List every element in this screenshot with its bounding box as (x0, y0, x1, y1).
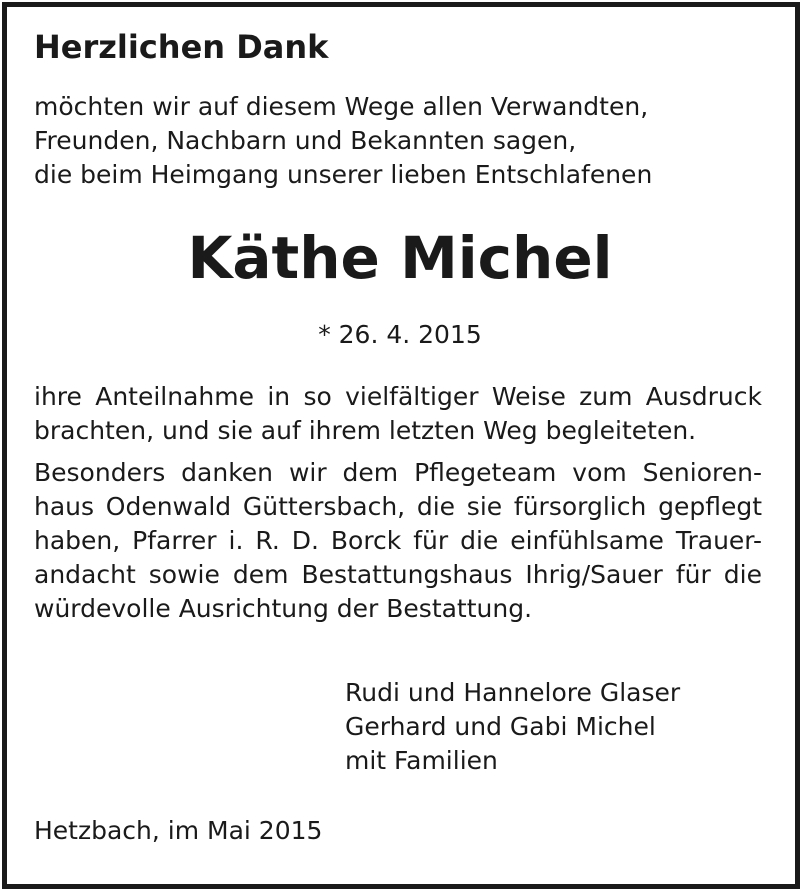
intro-line: möchten wir auf diesem Wege allen Verwandten, (34, 92, 649, 121)
intro-line: Freunden, Nachbarn und Bekannten sagen, (34, 126, 577, 155)
paragraph2-line: haben, Pfarrer i. R. D. Borck für die einfühlsame Trauer- (34, 526, 762, 555)
paragraph2-line: Besonders danken wir dem Pflegeteam vom Senioren- (34, 458, 762, 487)
paragraph2-line: andacht sowie dem Bestattungshaus Ihrig/Sauer für die (34, 560, 762, 589)
intro-line: die beim Heimgang unserer lieben Entschlafenen (34, 160, 653, 189)
paragraph2-line: haus Odenwald Güttersbach, die sie fürsorglich gepflegt (34, 492, 762, 521)
paragraph1-line: brachten, und sie auf ihrem letzten Weg begleiteten. (34, 416, 697, 445)
birth-date: * 26. 4. 2015 (318, 320, 482, 349)
signature-line: Rudi und Hannelore Glaser (345, 678, 681, 707)
paragraph1-line: ihre Anteilnahme in so vielfältiger Weise zum Ausdruck (34, 382, 762, 411)
signature-line: Gerhard und Gabi Michel (345, 712, 656, 741)
paragraph2-line: würdevolle Ausrichtung der Bestattung. (34, 594, 533, 623)
place-date: Hetzbach, im Mai 2015 (34, 816, 323, 845)
deceased-name: Käthe Michel (187, 224, 613, 292)
heading: Herzlichen Dank (34, 28, 329, 66)
signature-line: mit Familien (345, 746, 498, 775)
